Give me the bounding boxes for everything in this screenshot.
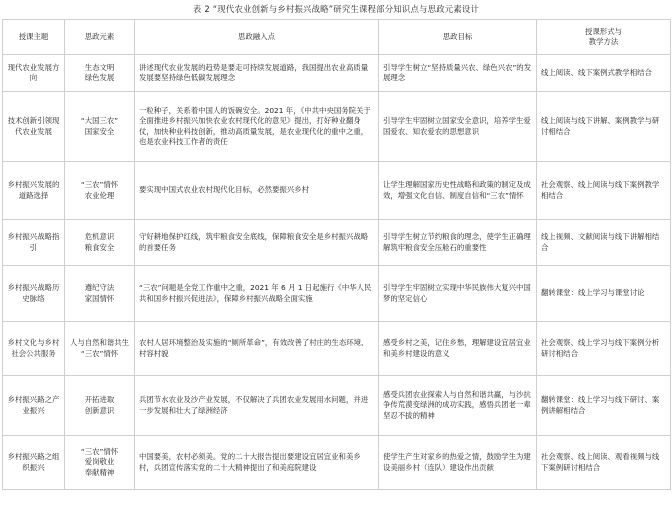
cell-element: 开拓进取 创新意识: [65, 376, 135, 436]
cell-method: 社会观察、线上学习与线下案例分析研讨相结合: [537, 322, 671, 376]
cell-topic: 乡村振兴路之产业振兴: [3, 376, 65, 436]
table-row: [3, 92, 671, 162]
cell-element: “三农”情怀 爱岗敬业 奉献精神: [65, 436, 135, 490]
cell-topic: 技术创新引领现代农业发展: [3, 92, 65, 162]
table-row: [3, 162, 671, 220]
cell-element: 危机意识 粮食安全: [65, 220, 135, 266]
cell-goal: 引导学生牢固树立实现中华民族伟大复兴中国梦的坚定信心: [379, 266, 537, 322]
cell-goal: 引导学生树立“坚持质量兴农、绿色兴农”的发展理念: [379, 55, 537, 92]
cell-goal: 使学生产生对家乡的热爱之情，鼓励学生为建设美丽乡村（连队）建设作出贡献: [379, 436, 537, 490]
header-topic: 授课主题: [3, 20, 65, 55]
table-row: [3, 266, 671, 322]
cell-goal: 引导学生牢固树立国家安全意识，培养学生爱国爱农、知农爱农的思想意识: [379, 92, 537, 162]
cell-goal: 感受乡村之美，记住乡愁，理解建设宜居宜业和美乡村建设的意义: [379, 322, 537, 376]
table-row: [3, 376, 671, 436]
cell-element: “三农”情怀 农业伦理: [65, 162, 135, 220]
cell-element: 遵纪守法 家国情怀: [65, 266, 135, 322]
table-title: 表 2 “现代农业创新与乡村振兴战略”研究生课程部分知识点与思政元素设计: [192, 4, 480, 14]
cell-integration: 中国要美，农村必须美。党的二十大报告提出要建设宜居宜业和美乡村，兵团宣传落实党的二十大精神提出了和美庭院建设: [135, 436, 379, 490]
table-row: [3, 55, 671, 92]
cell-method: 线上阅读与线下讲解、案例教学与研讨相结合: [537, 92, 671, 162]
cell-goal: 让学生理解国家历史性战略和政策的制定及成效，增强文化自信、制度自信和“三农”情怀: [379, 162, 537, 220]
cell-element: 生态文明 绿色发展: [65, 55, 135, 92]
header-element: 思政元素: [65, 20, 135, 55]
cell-goal: 感受兵团农业探索人与自然和谐共赢，与沙抗争传荒漠变绿洲的成功实践，感悟兵团老一辈坚忍不拔的精神: [379, 376, 537, 436]
header-method: 授课形式与 教学方法: [537, 20, 671, 55]
cell-topic: 乡村振兴路之组织振兴: [3, 436, 65, 490]
cell-element: 人与自然和谐共生 “三农”情怀: [65, 322, 135, 376]
cell-method: 社会观察、线上阅读、观看视频与线下案例研讨相结合: [537, 436, 671, 490]
cell-integration: 兵团节水农业及沙产业发展，不仅解决了兵团农业发展用水问题，并进一步发展和壮大了绿洲经济: [135, 376, 379, 436]
cell-method: 线上阅读、线下案例式教学相结合: [537, 55, 671, 92]
course-table: [2, 19, 671, 490]
table-row: [3, 322, 671, 376]
cell-method: 线上视频、文献阅读与线下讲解相结合: [537, 220, 671, 266]
header-goal: 思政目标: [379, 20, 537, 55]
cell-integration: “三农”问题是全党工作重中之重，2021 年 6 月 1 日起施行《中华人民共和国乡村振兴促进法》，保障乡村振兴战略全面实施: [135, 266, 379, 322]
table-row: [3, 436, 671, 490]
header-integration: 思政融入点: [135, 20, 379, 55]
cell-integration: 讲述现代农业发展的趋势是要走可持续发展道路，我国提出农业高质量发展要坚持绿色低碳发展理念: [135, 55, 379, 92]
cell-topic: 现代农业发展方向: [3, 55, 65, 92]
cell-topic: 乡村振兴发展的道路选择: [3, 162, 65, 220]
cell-method: 翻转课堂：线上学习与线下研讨、案例讲解相结合: [537, 376, 671, 436]
cell-goal: 引导学生树立节约粮食的理念，使学生正确理解筑牢粮食安全压舱石的重要性: [379, 220, 537, 266]
cell-topic: 乡村振兴战略历史脉络: [3, 266, 65, 322]
cell-topic: 乡村振兴战略指引: [3, 220, 65, 266]
cell-integration: 守好耕地保护红线，筑牢粮食安全底线，保障粮食安全是乡村振兴战略的首要任务: [135, 220, 379, 266]
cell-topic: 乡村文化与乡村社会公共服务: [3, 322, 65, 376]
header-row: [3, 20, 671, 55]
cell-method: 社会观察、线上阅读与线下案例教学相结合: [537, 162, 671, 220]
cell-method: 翻转课堂：线上学习与课堂讨论: [537, 266, 671, 322]
cell-element: “大国三农” 国家安全: [65, 92, 135, 162]
cell-integration: 要实现中国式农业农村现代化目标，必然要振兴乡村: [135, 162, 379, 220]
table-row: [3, 220, 671, 266]
cell-integration: 一粒种子，关系着中国人的饭碗安全。2021 年，《中共中央国务院关于全面推进乡村振兴加快农业农村现代化的意见》提出，打好种业翻身仗，加快种业科技创新，推动高质量发展，是农业现代化的重中之重，也是农业科技工作者的责任: [135, 92, 379, 162]
cell-integration: 农村人居环境整治及实施的“厕所革命”，有效改善了村庄的生态环境、村容村貌: [135, 322, 379, 376]
